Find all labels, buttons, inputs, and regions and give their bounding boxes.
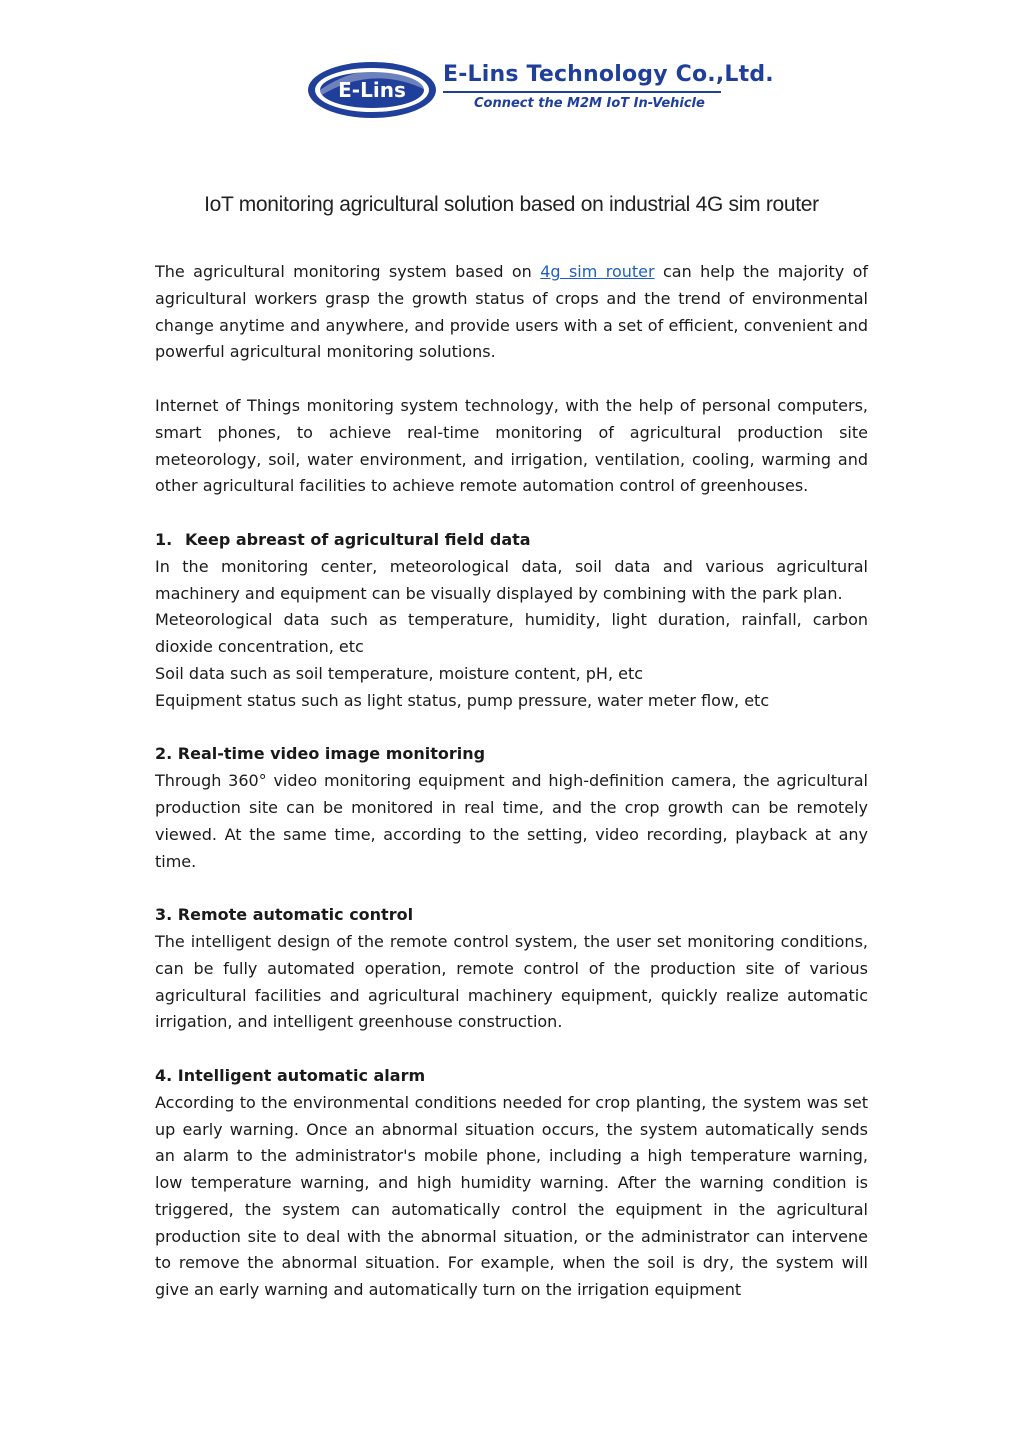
company-logo bbox=[306, 58, 774, 124]
section-2-number: 2. bbox=[155, 744, 173, 764]
logo-text: E-Lins bbox=[338, 78, 406, 102]
logo-divider bbox=[443, 91, 721, 93]
iot-paragraph: Internet of Things monitoring system technology, with the help of personal computers, smart phones, to achieve real-time monitoring of agricultural production site meteorology, soil, water environment, and irrigation, ventilation, cooling, warming and other agricultural facilities to achieve remote automation control of greenhouses. bbox=[155, 395, 868, 496]
e-lins-logo-icon bbox=[306, 60, 441, 120]
section-3-heading bbox=[155, 902, 868, 929]
company-tagline: Connect the M2M IoT In-Vehicle bbox=[474, 96, 705, 111]
section-2-paragraph: Through 360° video monitoring equipment and high-definition camera, the agricultural production site can be monitored in real time, and the crop growth can be remotely viewed. At the same time, according to the setting, video recording, playback at any time. bbox=[155, 771, 868, 871]
section-4-heading bbox=[155, 1063, 868, 1090]
intro-text-end: can help the majority of agricultural workers grasp the growth status of crops and the trend of environmental change anytime and anywhere, and provide users with a set of efficient, convenient and powerful agricultural monitoring solutions. bbox=[155, 262, 869, 362]
section-1-paragraph: Soil data such as soil temperature, moisture content, pH, etc bbox=[155, 663, 644, 683]
section-4-number: 4. bbox=[155, 1065, 173, 1085]
intro-paragraph bbox=[155, 259, 868, 366]
section-1-title: Keep abreast of agricultural field data bbox=[185, 529, 531, 549]
section-2-title: Real-time video image monitoring bbox=[177, 744, 486, 764]
document-body bbox=[155, 259, 868, 1304]
sim-router-link[interactable]: 4g sim router bbox=[540, 262, 655, 281]
section-3-title: Remote automatic control bbox=[177, 905, 414, 925]
section-1-paragraph: Equipment status such as light status, pump pressure, water meter flow, etc bbox=[155, 690, 770, 710]
section-1-heading bbox=[155, 527, 868, 554]
company-name: E-Lins Technology Co.,Ltd. bbox=[443, 62, 774, 87]
section-4-title: Intelligent automatic alarm bbox=[177, 1065, 426, 1085]
section-1-paragraph: In the monitoring center, meteorological data, soil data and various agricultural machinery and equipment can be visually displayed by combining with the park plan. bbox=[155, 556, 868, 603]
section-2-heading bbox=[155, 741, 868, 768]
section-4-paragraph: According to the environmental conditions needed for crop planting, the system was set up early warning. Once an abnormal situation occurs, the system automatically sends an alarm to the administrator's mobile phone, including a high temperature warning, low temperature warning, and high humidity warning. After the warning condition is triggered, the system can automatically control the equipment in the agricultural production site to deal with the abnormal situation, or the administrator can intervene to remove the abnormal situation. For example, when the soil is dry, the system will give an early warning and automatically turn on the irrigation equipment bbox=[155, 1092, 868, 1300]
document-title: IoT monitoring agricultural solution based on industrial 4G sim router bbox=[204, 193, 819, 216]
section-3-number: 3. bbox=[155, 905, 173, 925]
section-1-number: 1. bbox=[155, 529, 173, 549]
section-3-paragraph: The intelligent design of the remote control system, the user set monitoring conditions, can be fully automated operation, remote control of the production site of various agricultural facilities and agricultural machinery equipment, quickly realize automatic irrigation, and intelligent greenhouse construction. bbox=[155, 931, 868, 1032]
section-1-paragraph: Meteorological data such as temperature, humidity, light duration, rainfall, carbon dioxide concentration, etc bbox=[155, 610, 868, 657]
intro-text-start: The agricultural monitoring system based on bbox=[155, 262, 541, 281]
